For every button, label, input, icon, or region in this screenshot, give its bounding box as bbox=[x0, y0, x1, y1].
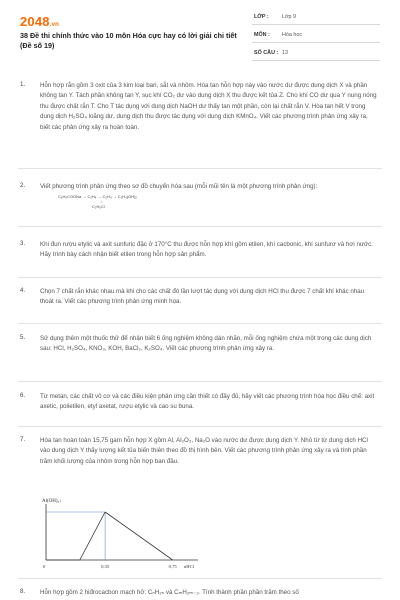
meta-label: SỐ CÂU : bbox=[254, 50, 279, 56]
question-text: Viết phương trình phản ứng theo sơ đồ chuyển hóa sau (mỗi mũi tên là một phương trình phản ứng): bbox=[40, 183, 318, 190]
conversion-scheme bbox=[58, 194, 137, 209]
question-number: 2. bbox=[20, 182, 26, 189]
question-text: Hòa tan hoàn toàn 15,75 gam hỗn hợp X gồm Al, Al₂O₃, Na₂O vào nước dư được dung dịch Y. Nhỏ từ từ dung dịch HCl vào dung dịch Y thấy lượng kết tủa biến thiên theo đồ thị hình bên. Viết các phương trình phản ứng xảy ra và tính phần trăm khối lượng của nhôm trong hỗn hợp ban đầu. bbox=[40, 437, 368, 465]
scheme-line: C₂H₅Cl bbox=[92, 204, 105, 209]
divider bbox=[18, 426, 382, 427]
site-logo[interactable]: 2048.vn bbox=[20, 14, 60, 29]
divider bbox=[18, 578, 382, 579]
divider bbox=[18, 323, 382, 324]
question-number: 3. bbox=[20, 240, 26, 247]
question-text: Từ metan, các chất vô cơ và các điều kiện phản ứng cần thiết có đầy đủ, hãy viết các phương trình hóa học điều chế: axit axetic, polietilen, etyl axetat, rượu etylic và cao su buna. bbox=[40, 393, 375, 411]
chart-line-segment bbox=[80, 512, 105, 560]
question-number: 6. bbox=[20, 392, 26, 399]
down-arrow-icon: ↓ bbox=[100, 199, 102, 204]
document-header bbox=[0, 0, 400, 62]
chart-x-tick-label: 0 bbox=[43, 564, 46, 569]
question-number: 1. bbox=[20, 81, 26, 88]
document-title: 38 Đề thi chính thức vào 10 môn Hóa cực hay có lời giải chi tiết (Đề số 19) bbox=[20, 31, 237, 50]
chart-guides bbox=[46, 512, 105, 560]
meta-value: Lớp 9 bbox=[282, 14, 297, 20]
divider bbox=[18, 168, 382, 169]
meta-row-lop bbox=[252, 12, 380, 25]
document-meta bbox=[252, 12, 380, 66]
meta-label: MÔN : bbox=[254, 32, 270, 38]
meta-value: Hóa học bbox=[282, 32, 303, 38]
chart-ticks bbox=[43, 564, 177, 570]
question-number: 7. bbox=[20, 436, 26, 443]
chart-axes bbox=[46, 504, 198, 560]
meta-label: LỚP : bbox=[254, 14, 269, 20]
precipitate-chart bbox=[38, 494, 218, 572]
question-text: Chọn 7 chất rắn khác nhau mà khi cho các chất đó lần lượt tác dụng với dung dịch HCl thu được 7 chất khí khác nhau thoát ra. Viết các phương trình phản ứng minh họa. bbox=[40, 288, 365, 306]
chart-x-tick-label: 0,35 bbox=[101, 564, 110, 569]
divider bbox=[18, 226, 382, 227]
chart-y-axis-label: Al(OH)₃↓ bbox=[42, 499, 62, 504]
divider bbox=[18, 277, 382, 278]
chart-x-axis-label: nHCl bbox=[184, 564, 194, 569]
chart-x-tick-label: 0,75 bbox=[168, 564, 177, 569]
question-number: 8. bbox=[20, 588, 26, 595]
question-text: Khi đun rượu etylic và axit sunfuric đặc ở 170°C thu được hỗn hợp khí gồm etilen, khí cacbonic, khí sunfurơ và hơi nước. Hãy trình bày cách nhận biết etilen trong hỗn hợp sản phẩm. bbox=[40, 241, 373, 259]
question-text: Sử dụng thêm một thuốc thử để nhận biết 6 ống nghiệm không dán nhãn, mỗi ống nghiệm chứa một trong các dung dịch sau: HCl, H₂SO₄, KNO₃, KOH, BaCl₂, K₂SO₄. Viết các phương trình phản ứng xảy ra. bbox=[40, 335, 372, 353]
question-text: Hỗn hợp rắn gồm 3 oxit của 3 kim loại bari, sắt và nhôm. Hòa tan hỗn hợp này vào nước dư được dung dịch X và phần không tan Y. Tách phần không tan Y, sục khí CO₂ dư vào dung dịch X thu được kết tủa Z. Cho khí CO dư qua Y nung nóng thu được chất rắn T. Cho T tác dụng với dung dịch NaOH dư thấy tan một phần, còn lại chất rắn V. Hòa tan hết V trong dung dịch H₂SO₄ loãng dư, dung dịch thu được tác dụng với dung dịch KMnO₄. Viết các phương trình phản ứng xảy ra, biết các phản ứng xảy ra hoàn toàn. bbox=[40, 82, 377, 131]
meta-row-mon bbox=[252, 30, 380, 43]
meta-row-socau bbox=[252, 48, 380, 61]
chart-line-segment bbox=[105, 512, 173, 560]
question-text: Hỗn hợp gồm 2 hiđrocacbon mạch hở: CₙH₂ₙ và CₘH₂ₘ₋₂. Tính thành phần phần trăm theo số bbox=[40, 589, 299, 596]
question-number: 4. bbox=[20, 287, 26, 294]
chart-marks bbox=[46, 512, 173, 560]
scheme-line: C₆H₅COONa → C₂H₆ → C₂H₄ → C₂H₄(OH)₂ bbox=[58, 194, 137, 199]
divider bbox=[18, 381, 382, 382]
meta-value: 13 bbox=[282, 50, 288, 56]
question-number: 5. bbox=[20, 334, 26, 341]
